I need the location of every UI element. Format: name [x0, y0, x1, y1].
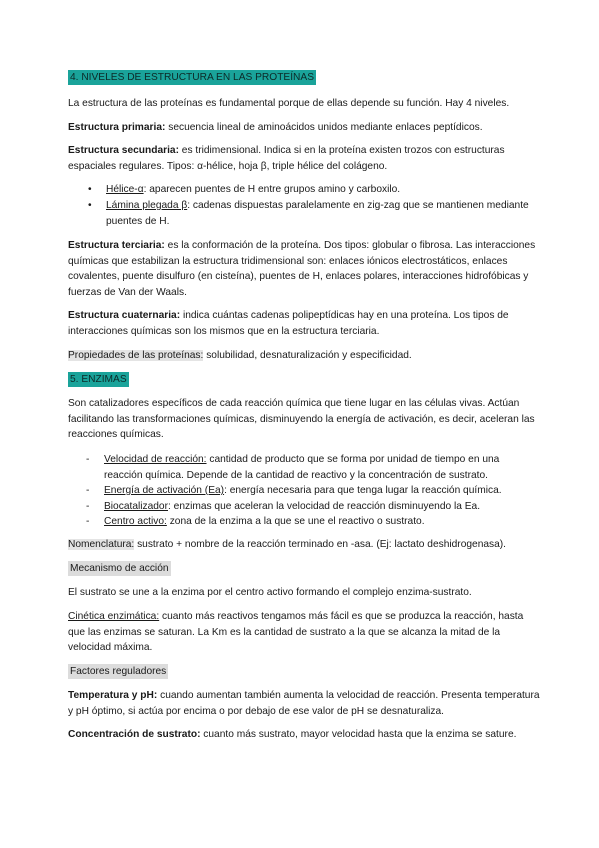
propiedades-text: solubilidad, desnaturalización y especificidad. — [203, 350, 412, 361]
bullet-term: Lámina plegada β — [106, 200, 188, 211]
dash-mark: - — [86, 501, 90, 512]
section-4-title: 4. NIVELES DE ESTRUCTURA EN LAS PROTEÍNAS — [70, 72, 314, 83]
cuaternaria-label: Estructura cuaternaria: — [68, 310, 181, 321]
bullet-mark: • — [88, 200, 92, 211]
dash-term: Biocatalizador — [104, 501, 168, 512]
temperatura-label: Temperatura y pH: — [68, 690, 158, 701]
terciaria-paragraph — [68, 238, 540, 300]
cinetica-label: Cinética enzimática: — [68, 611, 160, 622]
bullet-text: : cadenas dispuestas paralelamente en zig-zag que se mantienen mediante puentes de H. — [106, 200, 529, 227]
temperatura-text: cuando aumentan también aumenta la velocidad de reacción. Presenta temperatura y pH óptimo, si actúa por encima o por debajo de ese valor de pH se desnaturaliza. — [68, 690, 540, 717]
factores-heading — [68, 664, 540, 680]
dash-mark: - — [86, 454, 90, 465]
section-5-intro: Son catalizadores específicos de cada reacción química que tiene lugar en las células vivas. Actúan facilitando las transformaciones químicas, disminuyendo la energía de activación, es decir, aceleran las reacciones químicas. — [68, 398, 535, 441]
terciaria-label: Estructura terciaria: — [68, 240, 165, 251]
bullet-mark: • — [88, 184, 92, 195]
secundaria-text: es tridimensional. Indica si en la proteína existen trozos con estructuras espaciales regulares. Tipos: α-hélice, hoja β, triple hélice del colágeno. — [68, 145, 505, 172]
dash-mark: - — [86, 516, 90, 527]
propiedades-paragraph — [68, 348, 540, 364]
dash-mark: - — [86, 485, 90, 496]
nomenclatura-label: Nomenclatura: — [68, 539, 135, 550]
factores-title: Factores reguladores — [70, 666, 167, 677]
section-4-heading — [68, 70, 540, 86]
mecanismo-title: Mecanismo de acción — [70, 563, 169, 574]
dash-term: Velocidad de reacción: — [104, 454, 207, 465]
nomenclatura-text: sustrato + nombre de la reacción terminado en -asa. (Ej: lactato deshidrogenasa). — [134, 539, 507, 550]
dash-term: Centro activo: — [104, 516, 167, 527]
primaria-text: secuencia lineal de aminoácidos unidos mediante enlaces peptídicos. — [165, 122, 483, 133]
cinetica-text: cuanto más reactivos tengamos más fácil es que se produzca la reacción, hasta que las enzimas se saturan. La Km es la cantidad de sustrato a la que se alcanza la mitad de la velocidad máxima. — [68, 611, 524, 654]
propiedades-label: Propiedades de las proteínas: — [68, 350, 204, 361]
secundaria-paragraph — [68, 143, 540, 174]
concentracion-text: cuanto más sustrato, mayor velocidad hasta que la enzima se sature. — [200, 729, 517, 740]
bullet-term: Hélice-α — [106, 184, 144, 195]
concentracion-label: Concentración de sustrato: — [68, 729, 201, 740]
concentracion-paragraph — [68, 727, 540, 743]
cuaternaria-paragraph — [68, 308, 540, 339]
secundaria-label: Estructura secundaria: — [68, 145, 179, 156]
bullet-text: : aparecen puentes de H entre grupos amino y carboxilo. — [143, 184, 401, 195]
nomenclatura-paragraph — [68, 537, 540, 553]
dash-text: zona de la enzima a la que se une el reactivo o sustrato. — [166, 516, 425, 527]
section-4-intro: La estructura de las proteínas es fundamental porque de ellas depende su función. Hay 4 niveles. — [68, 98, 510, 109]
primaria-label: Estructura primaria: — [68, 122, 166, 133]
dash-text: : enzimas que aceleran la velocidad de reacción disminuyendo la Ea. — [168, 501, 481, 512]
cuaternaria-text: indica cuántas cadenas polipeptídicas hay en una proteína. Los tipos de interacciones químicas son los mismos que en la estructura terciaria. — [68, 310, 509, 337]
primaria-paragraph — [68, 120, 540, 136]
section-5-heading — [68, 372, 540, 388]
temperatura-paragraph — [68, 688, 540, 719]
dash-term: Energía de activación (Ea) — [104, 485, 225, 496]
mecanismo-paragraph: El sustrato se une a la enzima por el centro activo formando el complejo enzima-sustrato. — [68, 587, 472, 598]
dash-text: : energía necesaria para que tenga lugar la reacción química. — [224, 485, 502, 496]
section-5-title: 5. ENZIMAS — [70, 374, 127, 385]
terciaria-text: es la conformación de la proteína. Dos tipos: globular o fibrosa. Las interacciones químicas que estabilizan la estructura tridimensional son: enlaces iónicos electrostáticos, enlaces covalentes, puente disulfuro (en cisteína), puentes de H, enlaces polares, interacciones hidrofóbicas y fuerzas de Van der Waals. — [68, 240, 536, 298]
cinetica-paragraph — [68, 609, 540, 656]
dash-text: cantidad de producto que se forma por unidad de tiempo en una reacción química. Depende de la cantidad de reactivo y la concentración de sustrato. — [104, 454, 500, 481]
mecanismo-heading — [68, 561, 540, 577]
